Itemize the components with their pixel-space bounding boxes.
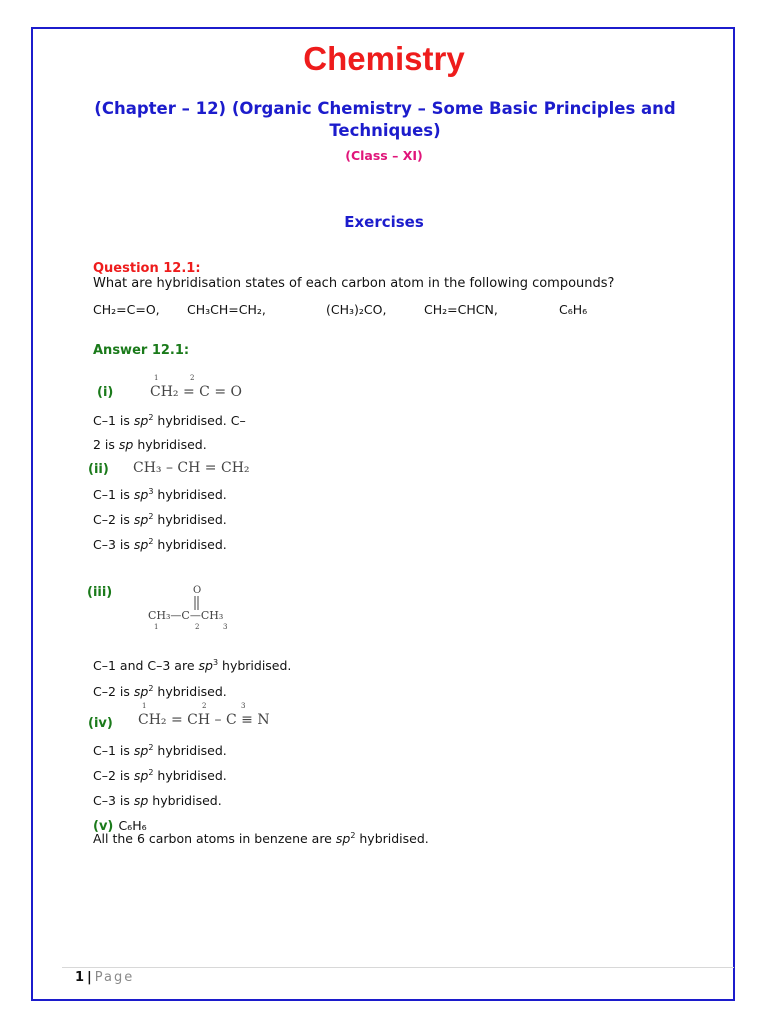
part-label: (v) [93,819,114,834]
compound-item: (CH₃)₂CO, [326,302,387,317]
answer-line: C–1 is $sp^3$ hybridised. [93,487,227,502]
answer-line: All the 6 carbon atoms in benzene are $sp^2$ hybridised. [93,831,429,846]
formula-text: CH₂ = CH – C ≡ N [138,712,270,728]
footer-divider [62,967,734,968]
compound-item: CH₃CH=CH₂, [187,302,266,317]
answer-line: C–2 is $sp^2$ hybridised. [93,768,227,783]
compound-item: CH₂=C=O, [93,302,160,317]
carbon-number: 3 [241,702,246,710]
formula-text: CH₃—C—CH₃ [148,609,224,622]
carbon-number: 1 [154,374,159,382]
page-word: Page [94,970,135,985]
chapter-subtitle: (Chapter – 12) (Organic Chemistry – Some Basic Principles and Techniques) [94,99,676,140]
page-title: Chemistry [303,40,465,77]
answer-line: C–3 is $sp^2$ hybridised. [93,537,227,552]
page-number: 1 [75,970,85,985]
answer-line: C–1 and C–3 are $sp^3$ hybridised. [93,658,292,673]
carbon-number: 1 [142,702,147,710]
structural-formula [150,374,260,406]
answer-line: C–3 is sp hybridised. [93,793,222,808]
question-heading: Question 12.1: [93,261,201,276]
part-label: (ii) [88,462,109,477]
carbon-number: 2 [202,702,207,710]
part-label: (iv) [88,716,113,731]
answer-line: C–1 is $sp^2$ hybridised. [93,743,227,758]
answer-line: 2 is sp hybridised. [93,437,207,452]
structural-formula [138,702,288,734]
ketone-structure [148,585,248,635]
compound-item: C₆H₆ [559,302,588,317]
answer-line: C–2 is $sp^2$ hybridised. [93,512,227,527]
part-label: (i) [97,385,114,400]
answer-line: C–2 is $sp^2$ hybridised. [93,684,227,699]
carbon-number: 1 [154,623,159,631]
carbon-number: 3 [223,623,228,631]
class-line: (Class – XI) [345,148,423,163]
carbon-number: 2 [195,623,200,631]
section-title: Exercises [344,213,424,231]
carbon-number: 2 [190,374,195,382]
answer-heading: Answer 12.1: [93,343,190,358]
compound-name: C₆H₆ [118,818,147,833]
formula-text: CH₂ = C = O [150,384,242,400]
double-bond-icon [193,596,201,610]
structural-formula: CH₃ – CH = CH₂ [133,460,250,476]
page-footer [75,970,134,985]
footer-separator: | [87,970,92,985]
compound-item: CH₂=CHCN, [424,302,498,317]
question-text: What are hybridisation states of each carbon atom in the following compounds? [93,276,615,291]
answer-line: C–1 is $sp^2$ hybridised. C– [93,413,246,428]
oxygen-atom: O [193,585,202,596]
part-label: (iii) [87,585,113,600]
